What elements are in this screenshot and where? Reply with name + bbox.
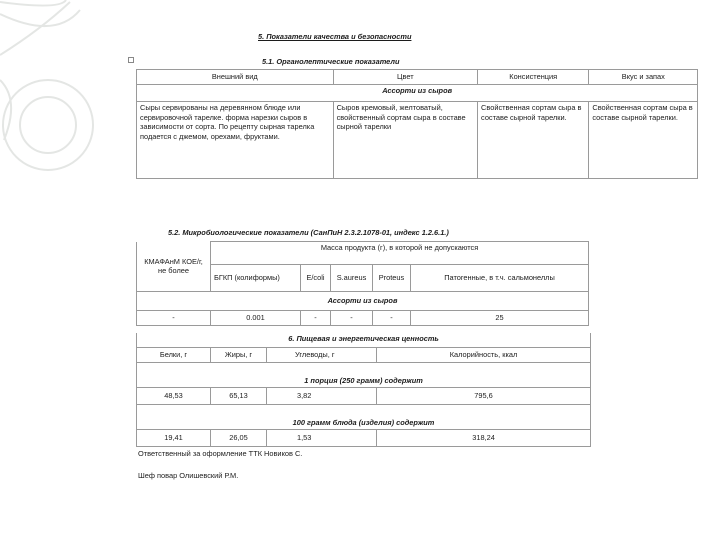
per100-carbs: 1,53	[267, 430, 377, 447]
nutrition-table	[136, 333, 591, 447]
header-calories: Калорийность, ккал	[377, 348, 591, 363]
kmafan-cell: КМАФАнМ КОЕ/г, не более	[137, 242, 211, 292]
table-move-handle[interactable]	[128, 57, 134, 63]
cell-taste: Свойственная сортам сыра в составе сырной тарелки.	[589, 102, 698, 179]
mass-header: Масса продукта (г), в которой не допускаются	[211, 242, 589, 265]
micro-band-assorti: Ассорти из сыров	[137, 292, 589, 311]
chef-line: Шеф повар Олишевский Р.М.	[138, 471, 239, 480]
band-portion: 1 порция (250 грамм) содержит	[137, 363, 591, 388]
organoleptic-table	[136, 69, 720, 179]
micro-table	[136, 241, 589, 326]
band-100g: 100 грамм блюда (изделия) содержит	[137, 405, 591, 430]
header-protein: Белки, г	[137, 348, 211, 363]
responsible-line: Ответственный за оформление ТТК Новиков С.	[138, 449, 303, 458]
per100-protein: 19,41	[137, 430, 211, 447]
header-carbs: Углеводы, г	[267, 348, 377, 363]
section6-title: 6. Пищевая и энергетическая ценность	[137, 333, 591, 348]
header-consistency: Консистенция	[478, 70, 589, 85]
portion-carbs: 3,82	[267, 388, 377, 405]
cell-consistency: Свойственная сортам сыра в составе сырной тарелки.	[478, 102, 589, 179]
portion-calories: 795,6	[377, 388, 591, 405]
micro-value: 25	[411, 311, 589, 326]
section5-title: 5. Показатели качества и безопасности	[258, 32, 412, 41]
header-taste: Вкус и запах	[589, 70, 698, 85]
header-appearance: Внешний вид	[137, 70, 334, 85]
portion-fat: 65,13	[211, 388, 267, 405]
portion-protein: 48,53	[137, 388, 211, 405]
per100-calories: 318,24	[377, 430, 591, 447]
col-bgkp: БГКП (колиформы)	[211, 265, 301, 292]
band-assorti: Ассорти из сыров	[137, 85, 698, 102]
header-color: Цвет	[333, 70, 477, 85]
col-pathogenic: Патогенные, в т.ч. сальмонеллы	[411, 265, 589, 292]
cell-appearance: Сыры сервированы на деревянном блюде или сервировочной тарелке. форма нарезки сыров в зависимости от сорта. По рецепту сырная тарелка подается с джемом, орехами, фруктами.	[137, 102, 334, 179]
micro-value: 0.001	[211, 311, 301, 326]
col-ecoli: E/coli	[301, 265, 331, 292]
section51-subtitle: 5.1. Органолептические показатели	[262, 57, 400, 66]
col-saureus: S.aureus	[331, 265, 373, 292]
cell-color: Сыров кремовый, желтоватый, свойственный сортам сыра в составе сырной тарелки	[333, 102, 477, 179]
micro-value: -	[373, 311, 411, 326]
micro-value: -	[331, 311, 373, 326]
micro-value: -	[137, 311, 211, 326]
header-fat: Жиры, г	[211, 348, 267, 363]
section52-title: 5.2. Микробиологические показатели (СанПиН 2.3.2.1078-01, индекс 1.2.6.1.)	[168, 228, 449, 237]
col-proteus: Proteus	[373, 265, 411, 292]
micro-value: -	[301, 311, 331, 326]
per100-fat: 26,05	[211, 430, 267, 447]
